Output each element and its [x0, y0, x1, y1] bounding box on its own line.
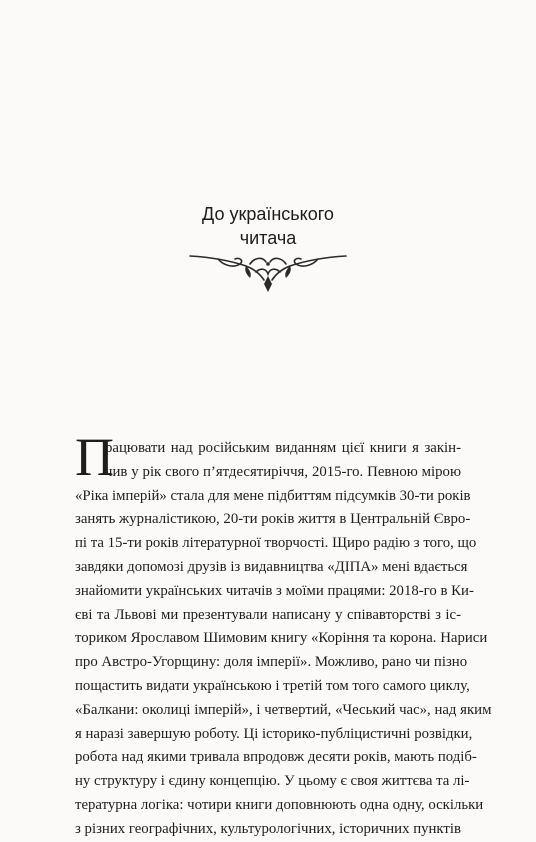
text-line: знайомити українських читачів з моїми працями: 2018-го в Ки-	[75, 582, 474, 599]
text-line: «Балкани: околиці імперій», і четвертий, «Чеський час», над яким	[75, 701, 492, 718]
chapter-title-line-2: читача	[239, 228, 297, 248]
text-line: ну структуру і єдину концепцію. У цьому є своя життєва та лі-	[75, 773, 470, 790]
text-line: робота над якими тривала впродовж десяти років, мають подіб-	[75, 749, 477, 766]
text-line: тературна логіка: чотири книги доповнюють одна одну, оскільки	[75, 796, 484, 813]
text-line: з різних географічних, культурологічних, історичних пунктів	[75, 820, 461, 837]
ornament-divider-icon	[188, 252, 348, 294]
body-paragraph	[75, 437, 492, 842]
text-line: про Австро-Угорщину: доля імперії». Можливо, рано чи пізно	[75, 654, 468, 671]
text-line: «Ріка імперій» стала для мене підбиттям підсумків 30-ти років	[75, 487, 471, 504]
drop-cap: П	[75, 427, 114, 487]
chapter-title	[0, 202, 536, 250]
text-line: занять журналістикою, 20-ти років життя в Центральній Євро-	[75, 511, 471, 528]
text-line: ториком Ярославом Шимовим книгу «Коріння та корона. Нариси	[75, 630, 488, 647]
chapter-title-line-1: До українського	[202, 204, 334, 224]
text-line: рацювати над російським виданням цієї книги я закін-	[105, 440, 461, 456]
text-line: єві та Львові ми презентували написану у співавторстві з іс-	[75, 606, 461, 623]
text-line: завдяки допомозі друзів із видавництва «ДІПА» мені вдається	[75, 558, 468, 575]
text-line: пі та 15-ти років літературної творчості. Щиро радію з того, що	[75, 535, 477, 552]
text-line: я наразі завершую роботу. Ці історико-публіцистичні розвідки,	[75, 725, 473, 742]
text-line: пощастить видати українською і третій том того самого циклу,	[75, 677, 470, 694]
text-line: чив у рік свого п’ятдесятиріччя, 2015-го. Певною мірою	[105, 463, 461, 480]
